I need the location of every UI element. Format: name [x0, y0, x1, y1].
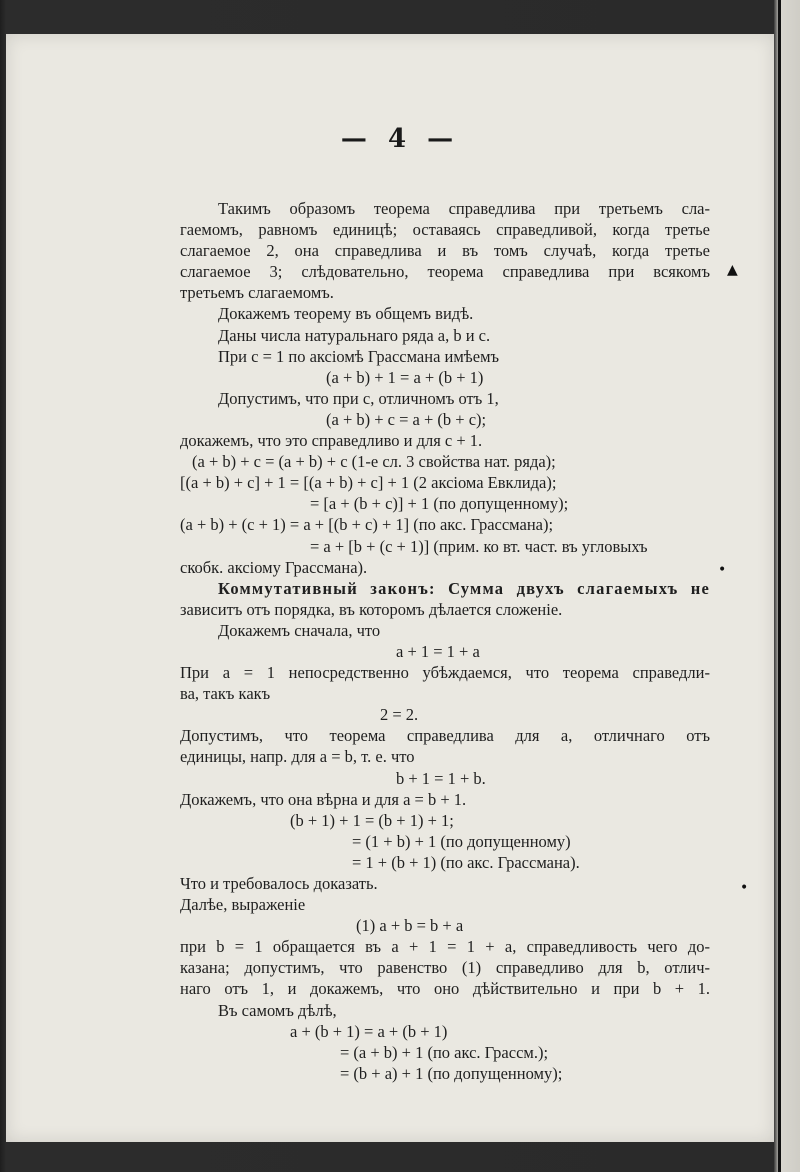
text-line: казана; допустимъ, что равенство (1) справедливо для b, отлич-: [180, 958, 710, 978]
text-line: Въ самомъ дѣлѣ,: [218, 1000, 337, 1020]
formula-line: = (a + b) + 1 (по акс. Грассм.);: [340, 1042, 549, 1062]
formula-line: b + 1 = 1 + b.: [396, 768, 486, 788]
formula-line: (a + b) + c = (a + b) + c (1-е сл. 3 свойства нат. ряда);: [192, 452, 556, 472]
page-number: — 4 —: [340, 124, 460, 154]
formula-line: a + 1 = 1 + a: [396, 641, 480, 661]
margin-mark: •: [740, 880, 749, 896]
formula-line: (a + b) + (c + 1) = a + [(b + c) + 1] (по акс. Грассмана);: [180, 515, 554, 535]
text-line: При c = 1 по аксіомѣ Грассмана имѣемъ: [218, 346, 500, 366]
next-page-edge: [774, 0, 800, 1172]
formula-line: = [a + (b + c)] + 1 (по допущенному);: [310, 494, 569, 514]
text-line: Далѣе, выраженіе: [180, 895, 306, 915]
text-line: ва, такъ какъ: [180, 684, 271, 704]
text-line: Такимъ образомъ теорема справедлива при третьемъ сла-: [218, 199, 710, 218]
text-line: единицы, напр. для a = b, т. е. что: [180, 747, 415, 767]
text-line: Докажемъ, что она вѣрна и для a = b + 1.: [180, 789, 467, 809]
text-line: Что и требовалось доказать.: [180, 874, 378, 893]
text-line: Даны числа натуральнаго ряда a, b и c.: [218, 325, 491, 345]
formula-line: = 1 + (b + 1) (по акс. Грассмана).: [352, 852, 580, 872]
formula-line: [(a + b) + c] + 1 = [(a + b) + c] + 1 (2 аксіома Евклида);: [180, 473, 557, 493]
text-line: Докажемъ сначала, что: [218, 620, 381, 640]
margin-mark: •: [718, 562, 727, 578]
formula-line: = a + [b + (c + 1)] (прим. ко вт. част. въ угловыхъ: [310, 536, 648, 556]
text-line: третьемъ слагаемомъ.: [180, 283, 334, 303]
text-line: скобк. аксіому Грассмана).: [180, 557, 368, 577]
formula-line: (b + 1) + 1 = (b + 1) + 1;: [290, 810, 454, 830]
formula-line: (a + b) + c = a + (b + c);: [326, 409, 487, 429]
text-line: Допустимъ, что при c, отличномъ отъ 1,: [218, 388, 499, 408]
text-line: Допустимъ, что теорема справедлива для a, отличнаго отъ: [180, 726, 710, 746]
formula-line: (1) a + b = b + a: [356, 916, 464, 936]
text-line: при b = 1 обращается въ a + 1 = 1 + a, справедливость чего до-: [180, 937, 710, 957]
margin-mark: ▲: [727, 262, 738, 278]
text-line: При a = 1 непосредственно убѣждаемся, что теорема справедли-: [180, 663, 710, 683]
text-line: слагаемое 2, она справедлива и въ томъ случаѣ, когда третье: [180, 241, 710, 261]
formula-line: 2 = 2.: [380, 705, 419, 725]
text-line: гаемомъ, равномъ единицѣ; оставаясь справедливой, когда третье: [180, 220, 710, 240]
formula-line: (a + b) + 1 = a + (b + 1): [326, 367, 484, 387]
page-text: [180, 198, 710, 1084]
text-line: наго отъ 1, и докажемъ, что оно дѣйствительно и при b + 1.: [180, 979, 710, 999]
text-line: зависитъ отъ порядка, въ которомъ дѣлается сложеніе.: [180, 599, 563, 619]
text-line: слагаемое 3; слѣдовательно, теорема справедлива при всякомъ: [180, 262, 710, 282]
text-line: Докажемъ теорему въ общемъ видѣ.: [218, 304, 474, 324]
law-heading-line: Коммутативный законъ: Сумма двухъ слагаемыхъ не: [218, 578, 710, 598]
formula-line: = (1 + b) + 1 (по допущенному): [352, 831, 571, 851]
formula-line: a + (b + 1) = a + (b + 1): [290, 1021, 448, 1041]
text-line: докажемъ, что это справедливо и для c + 1.: [180, 431, 483, 451]
formula-line: = (b + a) + 1 (по допущенному);: [340, 1063, 563, 1083]
